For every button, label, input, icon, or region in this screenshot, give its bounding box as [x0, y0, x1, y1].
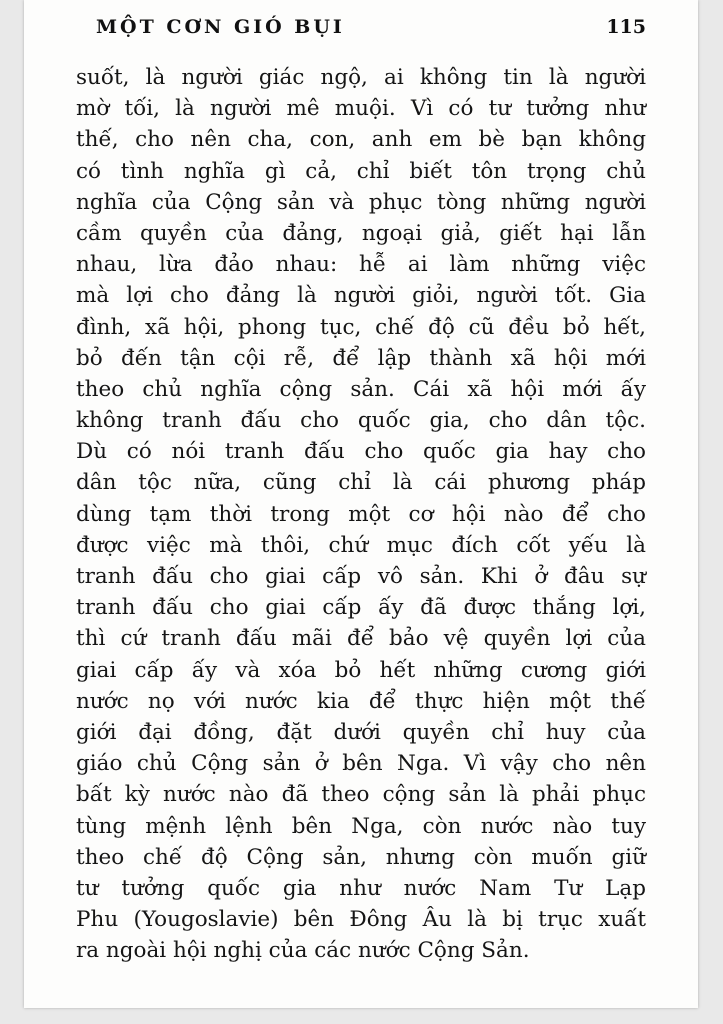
- text-line: tranh đấu cho giai cấp vô sản. Khi ở đâu sự: [76, 564, 646, 589]
- text-line: được việc mà thôi, chứ mục đích cốt yếu là: [76, 532, 646, 558]
- text-line: tư tưởng quốc gia như nước Nam Tư Lạp: [76, 875, 646, 901]
- body-text: [76, 62, 646, 966]
- text-line: nước nọ với nước kia để thực hiện một thế: [76, 688, 646, 714]
- running-title: MỘT CƠN GIÓ BỤI: [96, 16, 345, 38]
- text-line: dùng tạm thời trong một cơ hội nào để cho: [76, 501, 646, 527]
- text-line: cầm quyền của đảng, ngoại giả, giết hại lẫn: [76, 220, 646, 246]
- text-line: nghĩa của Cộng sản và phục tòng những người: [76, 189, 646, 215]
- text-line: giáo chủ Cộng sản ở bên Nga. Vì vậy cho nên: [76, 751, 646, 777]
- text-line: không tranh đấu cho quốc gia, cho dân tộc.: [76, 408, 646, 434]
- page-header: [96, 16, 646, 46]
- text-line: theo chế độ Cộng sản, nhưng còn muốn giữ: [76, 844, 646, 870]
- text-line: Dù có nói tranh đấu cho quốc gia hay cho: [76, 439, 646, 465]
- page-number: 115: [606, 16, 646, 38]
- text-line: tranh đấu cho giai cấp ấy đã được thắng lợi,: [76, 595, 646, 621]
- text-line: dân tộc nữa, cũng chỉ là cái phương pháp: [76, 470, 646, 496]
- text-line: ra ngoài hội nghị của các nước Cộng Sản.: [76, 938, 530, 964]
- text-line: theo chủ nghĩa cộng sản. Cái xã hội mới ấy: [76, 376, 646, 402]
- text-line: thế, cho nên cha, con, anh em bè bạn không: [76, 127, 646, 153]
- text-line: thì cứ tranh đấu mãi để bảo vệ quyền lợi của: [76, 626, 646, 652]
- text-line: giai cấp ấy và xóa bỏ hết những cương giới: [76, 657, 646, 683]
- text-line: có tình nghĩa gì cả, chỉ biết tôn trọng chủ: [76, 158, 646, 184]
- text-line: mà lợi cho đảng là người giỏi, người tốt. Gia: [76, 283, 646, 309]
- text-line: bất kỳ nước nào đã theo cộng sản là phải phục: [76, 782, 646, 808]
- text-line: giới đại đồng, đặt dưới quyền chỉ huy của: [76, 719, 646, 745]
- text-line: Phu (Yougoslavie) bên Đông Âu là bị trục xuất: [76, 907, 646, 933]
- text-line: nhau, lừa đảo nhau: hễ ai làm những việc: [76, 252, 646, 278]
- text-line: đình, xã hội, phong tục, chế độ cũ đều bỏ hết,: [76, 314, 646, 340]
- text-line: tùng mệnh lệnh bên Nga, còn nước nào tuy: [76, 813, 646, 839]
- text-line: bỏ đến tận cội rễ, để lập thành xã hội mới: [76, 345, 646, 371]
- book-page: [24, 0, 698, 1008]
- text-line: mờ tối, là người mê muội. Vì có tư tưởng như: [76, 96, 646, 122]
- text-line: suốt, là người giác ngộ, ai không tin là người: [76, 65, 646, 90]
